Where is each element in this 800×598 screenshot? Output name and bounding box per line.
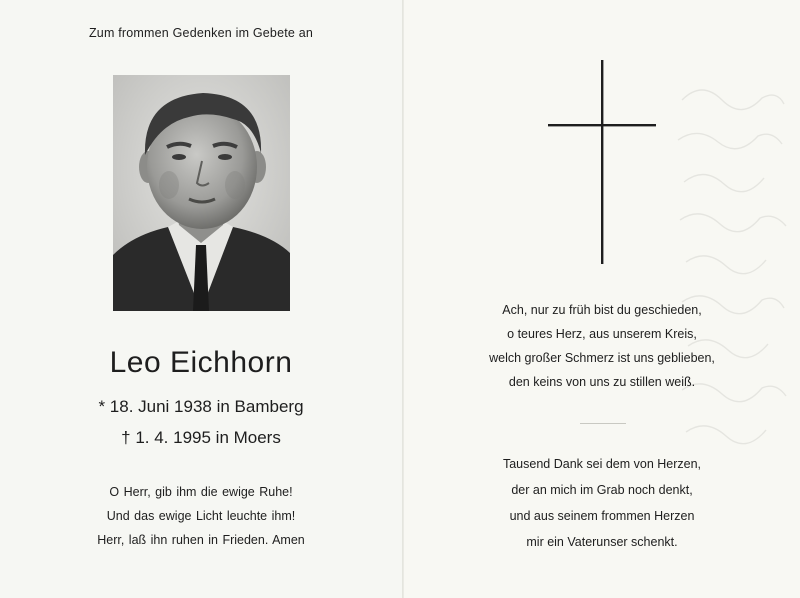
verse-block bbox=[404, 298, 800, 394]
verse-line: Ach, nur zu früh bist du geschieden, bbox=[502, 303, 702, 317]
thanks-line: der an mich im Grab noch denkt, bbox=[511, 483, 693, 497]
divider bbox=[580, 423, 626, 424]
thanks-line: Tausend Dank sei dem von Herzen, bbox=[502, 457, 702, 471]
thanks-block bbox=[404, 451, 800, 555]
thanks-line: und aus seinem frommen Herzen bbox=[509, 509, 695, 523]
prayer-line: Herr, laß ihn ruhen in Frieden. Amen bbox=[97, 533, 305, 547]
birth-line: * 18. Juni 1938 in Bamberg bbox=[98, 397, 304, 416]
portrait-photo bbox=[113, 75, 290, 311]
card-header: Zum frommen Gedenken im Gebete an bbox=[88, 26, 314, 40]
prayer-block bbox=[0, 480, 402, 552]
verse-line: den keins von uns zu stillen weiß. bbox=[508, 375, 696, 389]
prayer-line: O Herr, gib ihm die ewige Ruhe! bbox=[109, 485, 293, 499]
death-line: † 1. 4. 1995 in Moers bbox=[121, 428, 281, 447]
verse-line: welch großer Schmerz ist uns geblieben, bbox=[489, 351, 715, 365]
cross-icon bbox=[548, 60, 658, 264]
show-through-handwriting bbox=[672, 70, 792, 460]
deceased-name: Leo Eichhorn bbox=[109, 346, 293, 379]
thanks-line: mir ein Vaterunser schenkt. bbox=[526, 535, 678, 549]
prayer-line: Und das ewige Licht leuchte ihm! bbox=[106, 509, 296, 523]
verse-line: o teures Herz, aus unserem Kreis, bbox=[507, 327, 697, 341]
